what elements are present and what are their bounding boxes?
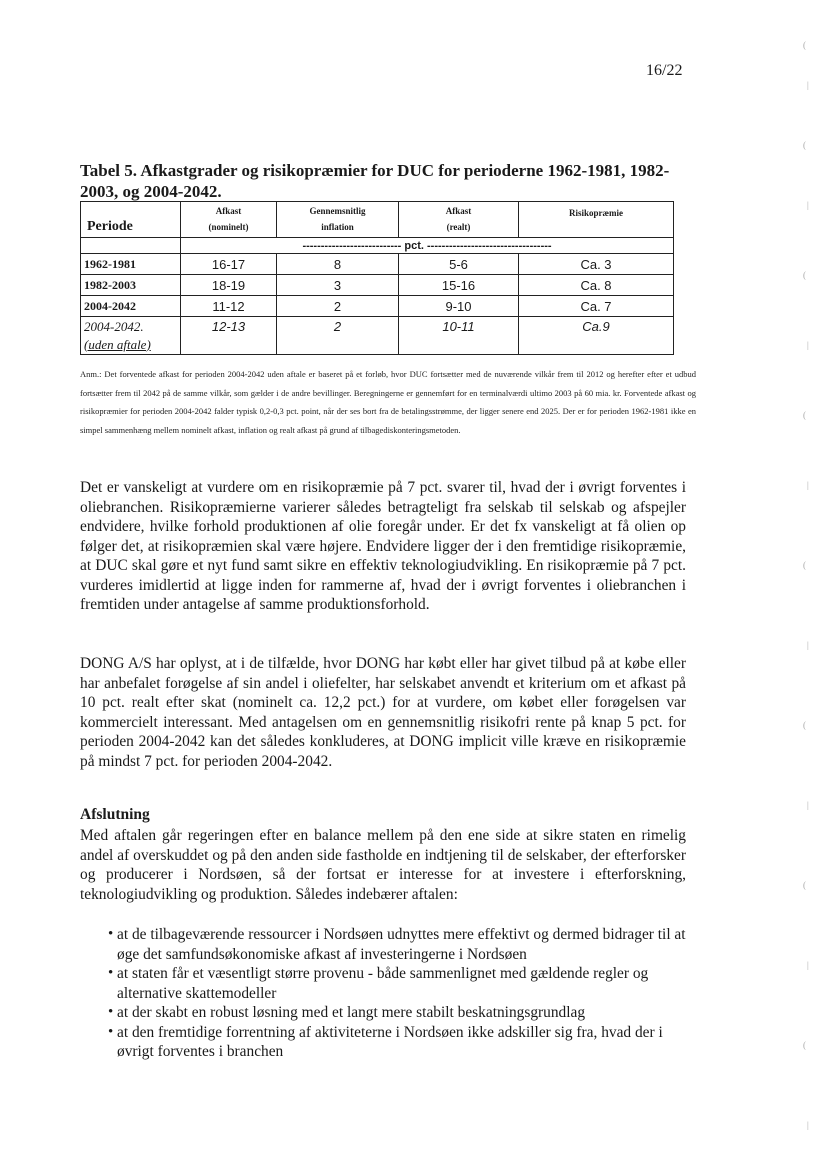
header-afkast-realt-line2: (realt): [446, 222, 471, 232]
cell-inflation: 3: [277, 275, 399, 296]
header-afkast-nominelt: [181, 202, 277, 238]
header-afkast-nominelt-line1: Afkast: [215, 206, 242, 216]
table-row: [81, 275, 674, 296]
cell-nominelt: 18-19: [181, 275, 277, 296]
list-item: • at staten får et væsentligt større provenu - både sammenlignet med gældende regler og alternative skattemodeller: [80, 964, 700, 1003]
scan-margin-marks: ( | ( | ( | ( | ( | ( | ( | ( |: [803, 40, 809, 1130]
table-row: [81, 296, 674, 317]
table-note: Anm.: Det forventede afkast for perioden 2004-2042 uden aftale er baseret på et forløb, hvor DUC fortsætter med de nuværende vilkår frem til 2012 og herefter efter et udbud fortsætter frem til 2042 på de samme vilkår, som gælder i de andre bevillinger. Beregningerne er gennemført for en terminalværdi ultimo 2003 på 60 mia. kr. Forventede afkast og risikopræmier for perioden 2004-2042 falder typisk 0,2-0,3 pct. point, når der ses bort fra de betalingsstrømme, der ligger senere end 2025. Der er for perioden 1962-1981 ikke en simpel sammenhæng mellem nominelt afkast, inflation og realt afkast på grund af tilbagediskonteringsmetoden.: [80, 369, 696, 435]
paragraph-risk-premium: Det er vanskeligt at vurdere om en risikopræmie på 7 pct. svarer til, hvad der i øvrigt forventes i oliebranchen. Risikopræmierne varierer således betragteligt fra selskab til selskab og afspejler endvidere, hvilke forhold produktionen af olie foregår under. Er det fx vanskeligt at få olien op følger det, at risikopræmien skal være højere. Endvidere ligger der i den fremtidige risikopræmie, at DUC skal gøre et nyt fund samt sikre en effektiv teknologiudvikling. En risikopræmie på 7 pct. vurderes imidlertid at ligge inden for rammerne af, hvad der i øvrigt forventes i oliebranchen i fremtiden under antagelse af samme produktionsforhold.: [80, 479, 686, 613]
cell-realt: 9-10: [399, 296, 519, 317]
cell-inflation: 8: [277, 254, 399, 275]
cell-risiko: Ca. 7: [519, 296, 674, 317]
cell-periode: 2004-2042: [81, 296, 181, 317]
header-afkast-nominelt-line2: (nominelt): [208, 222, 249, 232]
table-header-row: [81, 202, 674, 238]
header-risiko: [519, 202, 674, 238]
paragraph-dong: DONG A/S har oplyst, at i de tilfælde, hvor DONG har købt eller har givet tilbud på at købe eller har anbefalet forøgelse af sin andel i oliefelter, har selskabet anvendt et kriterium om et afkast på 10 pct. realt efter skat (nominelt ca. 12,2 pct.) for at vurdere, om købet eller forøgelsen var kommercielt interessant. Med antagelsen om en gennemsnitlig risikofri rente på knap 5 pct. for perioden 2004-2042 kan det således konkluderes, at DONG implicit ville kræve en risikopræmie på mindst 7 pct. for perioden 2004-2042.: [80, 655, 686, 770]
page-number: 16/22: [646, 62, 683, 79]
conclusion-list: [80, 925, 700, 1062]
header-periode: Periode: [81, 202, 181, 238]
unit-row: [81, 238, 674, 254]
cell-nominelt: 11-12: [181, 296, 277, 317]
table-row-uden-aftale: [81, 317, 674, 355]
cell-realt: 15-16: [399, 275, 519, 296]
header-afkast-realt: [399, 202, 519, 238]
header-inflation: [277, 202, 399, 238]
header-inflation-line1: Gennemsnitlig: [309, 206, 366, 216]
cell-realt: 10-11: [399, 317, 519, 355]
cell-inflation: 2: [277, 317, 399, 355]
table-row: [81, 254, 674, 275]
unit-label: --------------------------- pct. ----------------------------------: [181, 238, 674, 254]
header-risiko-label: Risikopræmie: [569, 208, 623, 218]
returns-table: [80, 201, 674, 355]
cell-inflation: 2: [277, 296, 399, 317]
list-item: • at den fremtidige forrentning af aktiviteterne i Nordsøen ikke adskiller sig fra, hvad der i øvrigt forventes i branchen: [80, 1023, 700, 1062]
cell-periode: 1962-1981: [81, 254, 181, 275]
cell-periode: [81, 317, 181, 355]
header-inflation-line2: inflation: [321, 222, 354, 232]
table-title: Tabel 5. Afkastgrader og risikopræmier for DUC for perioderne 1962-1981, 1982-2003, og 2004-2042.: [80, 161, 670, 201]
list-item: • at de tilbageværende ressourcer i Nordsøen udnyttes mere effektivt og dermed bidrager til at øge det samfundsøkonomiske afkast af investeringerne i Nordsøen: [80, 925, 700, 964]
unit-blank: [81, 238, 181, 254]
list-item: • at der skabt en robust løsning med et langt mere stabilt beskatningsgrundlag: [80, 1003, 700, 1023]
cell-periode-line2: (uden aftale): [84, 336, 151, 352]
cell-nominelt: 12-13: [181, 317, 277, 355]
cell-periode-line1: 2004-2042.: [84, 318, 144, 334]
header-afkast-realt-line1: Afkast: [445, 206, 472, 216]
cell-realt: 5-6: [399, 254, 519, 275]
section-heading: Afslutning: [80, 806, 150, 823]
paragraph-conclusion: Med aftalen går regeringen efter en balance mellem på den ene side at sikre staten en rimelig andel af overskuddet og på den anden side fastholde en indtjening til de selskaber, der efterforsker og producerer i Nordsøen, så der fortsat er interesse for at investere i efterforskning, teknologiudvikling og produktion. Således indebærer aftalen:: [80, 827, 686, 903]
cell-risiko: Ca. 3: [519, 254, 674, 275]
cell-nominelt: 16-17: [181, 254, 277, 275]
cell-risiko: Ca.9: [519, 317, 674, 355]
cell-periode: 1982-2003: [81, 275, 181, 296]
cell-risiko: Ca. 8: [519, 275, 674, 296]
